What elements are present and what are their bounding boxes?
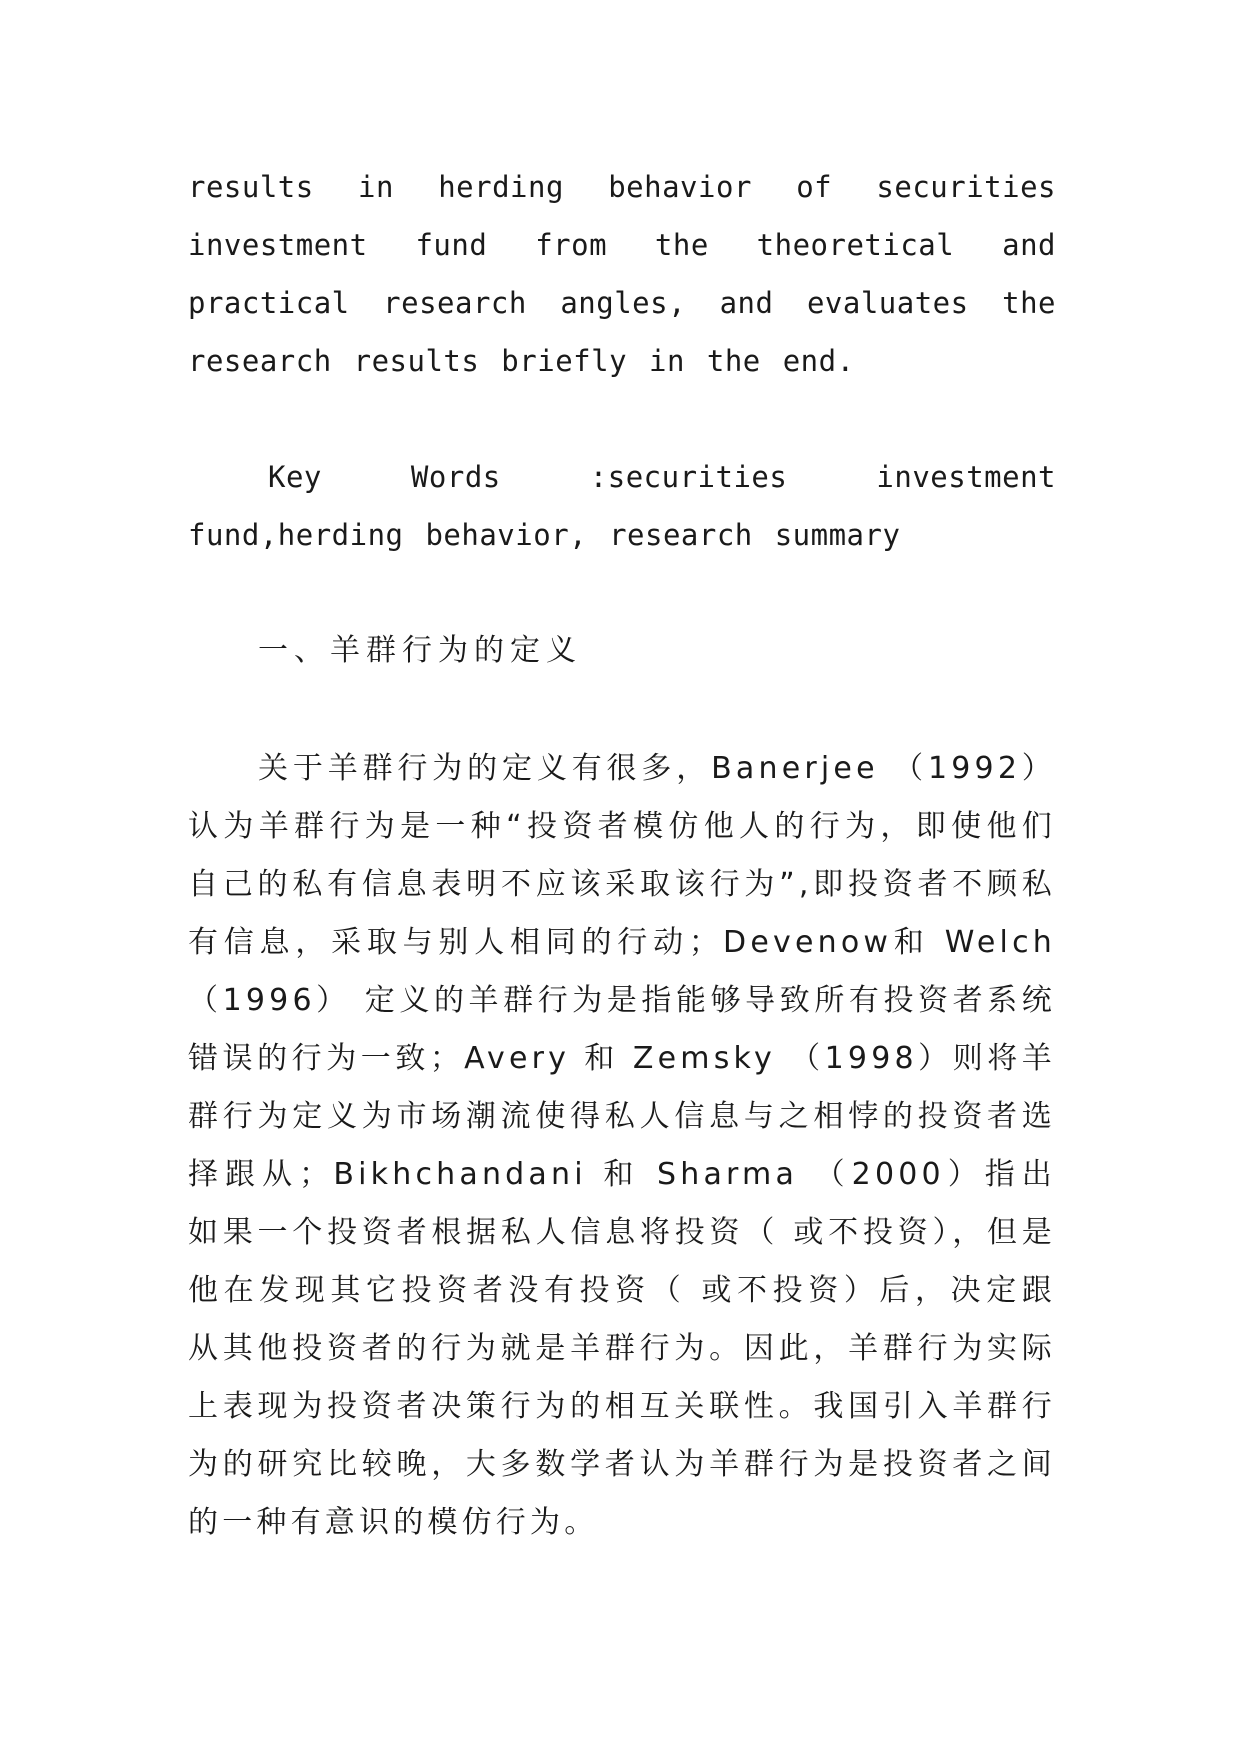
keywords-paragraph: Key Words :securities investment fund,herding behavior, research summary: [188, 460, 1056, 552]
section-heading: 一、羊群行为的定义: [258, 633, 582, 668]
abstract-tail-paragraph: results in herding behavior of securities investment fund from the theoretical and practical research angles, and evaluates the research results briefly in the end.: [188, 170, 1056, 378]
section-paragraph: 关于羊群行为的定义有很多，Banerjee （1992）认为羊群行为是一种“投资者模仿他人的行为，即使他们自己的私有信息表明不应该采取该行为”,即投资者不顾私有信息，采取与别人相同的行动；Devenow和 Welch （1996） 定义的羊群行为是指能够导致所有投资者系统错误的行为一致；Avery 和 Zemsky （1998）则将羊群行为定义为市场潮流使得私人信息与之相悖的投资者选择跟从；Bikhchandani 和 Sharma （2000）指出如果一个投资者根据私人信息将投资（ 或不投资），但是他在发现其它投资者没有投资（ 或不投资）后，决定跟从其他投资者的行为就是羊群行为。因此，羊群行为实际上表现为投资者决策行为的相互关联性。我国引入羊群行为的研究比较晚，大多数学者认为羊群行为是投资者之间的一种有意识的模仿行为。: [188, 751, 1056, 1540]
